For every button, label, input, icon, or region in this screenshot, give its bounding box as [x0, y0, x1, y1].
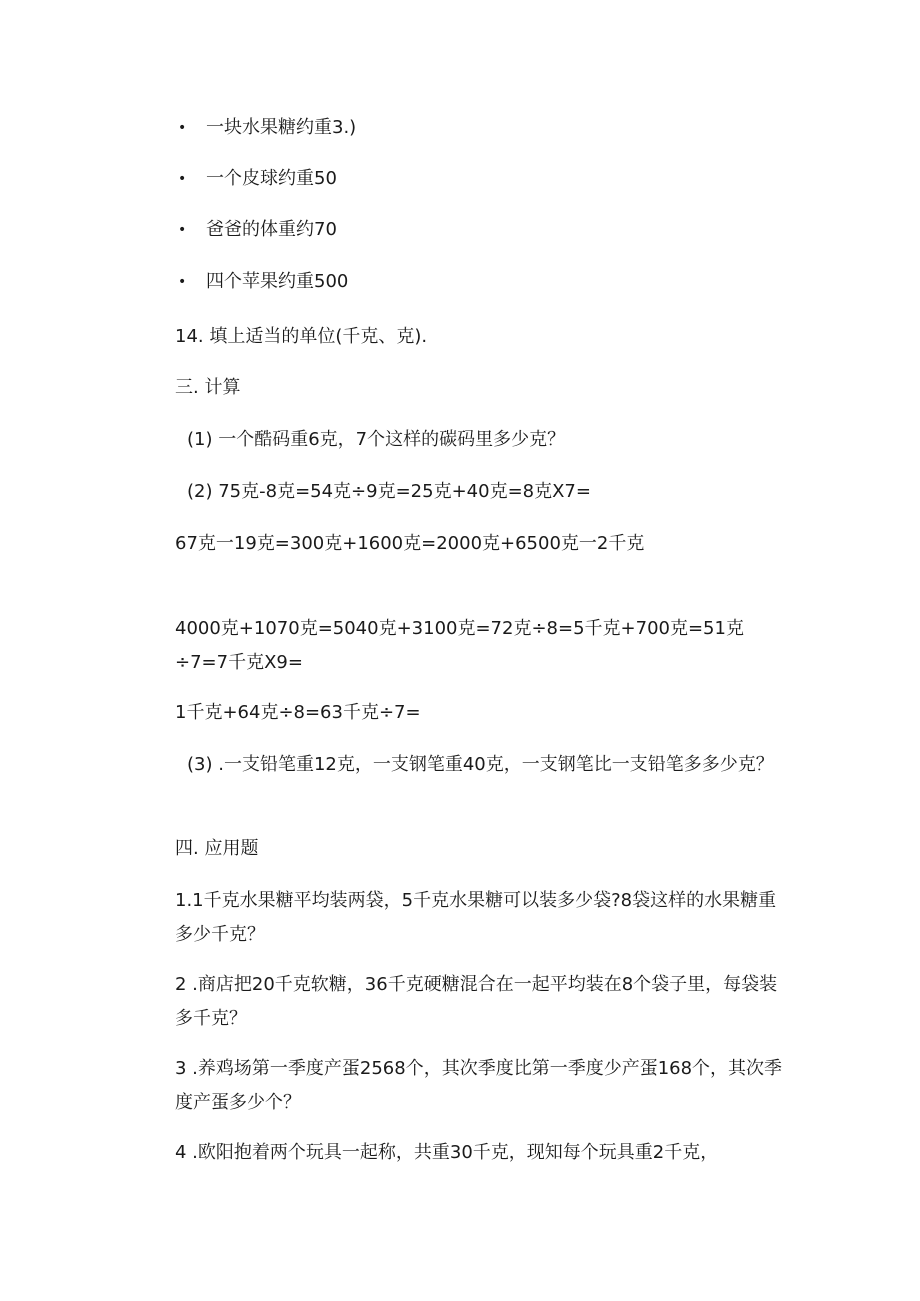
calc-question-1: (1) 一个酷码重6克，7个这样的碳码里多少克？ — [187, 429, 566, 450]
list-item — [178, 114, 356, 142]
calc-expressions-line: 67克一19克=300克+1600克=2000克+6500克一2千克 — [175, 533, 645, 554]
bullet-icon: • — [178, 171, 187, 187]
calc-expressions-line: 1千克+64克÷8=63千克÷7= — [175, 702, 421, 723]
list-item-text: 四个苹果约重500 — [206, 271, 349, 292]
list-item — [178, 165, 337, 193]
question-14: 14. 填上适当的单位(千克、克). — [175, 326, 428, 347]
application-question-1: 1.1千克水果糖平均装两袋，5千克水果糖可以装多少袋?8袋这样的水果糖重多少千克？ — [175, 890, 777, 945]
section-3-title: 三. 计算 — [175, 377, 241, 398]
application-question-4: 4 .欧阳抱着两个玩具一起称，共重30千克，现知每个玩具重2千克， — [175, 1142, 719, 1163]
calc-question-3: (3) .一支铅笔重12克，一支钢笔重40克，一支钢笔比一支铅笔多多少克？ — [187, 754, 774, 775]
list-item-text: 爸爸的体重约70 — [206, 219, 337, 240]
section-4-title: 四. 应用题 — [175, 838, 259, 859]
list-item — [178, 268, 348, 296]
application-question-2: 2 .商店把20千克软糖，36千克硬糖混合在一起平均装在8个袋子里，每袋装多千克？ — [175, 974, 778, 1029]
bullet-icon: • — [178, 222, 187, 238]
bullet-icon: • — [178, 274, 187, 290]
application-question-3: 3 .养鸡场第一季度产蛋2568个，其次季度比第一季度少产蛋168个，其次季度产蛋多少个？ — [175, 1058, 783, 1113]
list-item-text: 一个皮球约重50 — [206, 168, 337, 189]
calc-question-2: (2) 75克-8克=54克÷9克=25克+40克=8克X7= — [187, 481, 591, 502]
calc-expressions-line: 4000克+1070克=5040克+3100克=72克÷8=5千克+700克=51克÷7=7千克X9= — [175, 618, 744, 673]
list-item-text: 一块水果糖约重3.) — [206, 117, 357, 138]
bullet-icon: • — [178, 120, 187, 136]
list-item — [178, 216, 337, 244]
